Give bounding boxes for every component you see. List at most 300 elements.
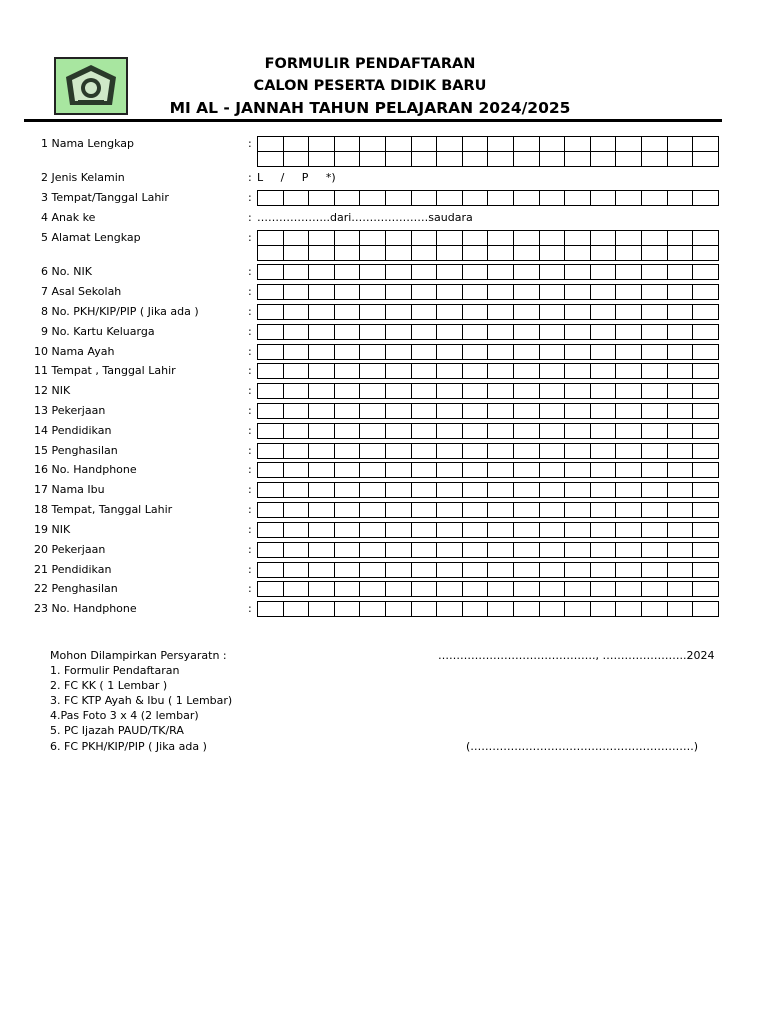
character-box[interactable] <box>258 404 284 419</box>
character-box[interactable] <box>462 523 488 538</box>
character-box[interactable] <box>258 523 284 538</box>
character-box[interactable] <box>513 364 539 379</box>
character-box[interactable] <box>258 364 284 379</box>
character-box[interactable] <box>539 231 565 246</box>
character-box[interactable] <box>309 523 335 538</box>
character-box[interactable] <box>411 152 437 167</box>
character-box[interactable] <box>488 137 514 152</box>
character-box[interactable] <box>616 444 642 459</box>
character-box[interactable] <box>283 563 309 578</box>
character-box[interactable] <box>334 345 360 360</box>
field-inline-value[interactable]: L / P *) <box>257 171 336 184</box>
character-box[interactable] <box>309 384 335 399</box>
character-box[interactable] <box>462 305 488 320</box>
character-box[interactable] <box>283 231 309 246</box>
character-box[interactable] <box>667 191 693 206</box>
character-box[interactable] <box>258 384 284 399</box>
character-box-grid[interactable] <box>257 284 719 300</box>
character-box[interactable] <box>334 137 360 152</box>
character-box[interactable] <box>488 503 514 518</box>
character-box[interactable] <box>513 404 539 419</box>
character-box[interactable] <box>667 444 693 459</box>
character-box[interactable] <box>385 424 411 439</box>
character-box[interactable] <box>539 483 565 498</box>
character-box[interactable] <box>462 246 488 261</box>
character-box[interactable] <box>462 424 488 439</box>
character-box[interactable] <box>385 137 411 152</box>
character-box[interactable] <box>488 523 514 538</box>
character-box[interactable] <box>539 364 565 379</box>
character-box[interactable] <box>667 483 693 498</box>
character-box[interactable] <box>385 523 411 538</box>
character-box[interactable] <box>590 503 616 518</box>
character-box[interactable] <box>360 285 386 300</box>
character-box[interactable] <box>590 364 616 379</box>
character-box[interactable] <box>641 444 667 459</box>
character-box[interactable] <box>539 424 565 439</box>
character-box[interactable] <box>360 364 386 379</box>
character-box[interactable] <box>462 231 488 246</box>
character-box[interactable] <box>513 231 539 246</box>
character-box[interactable] <box>385 543 411 558</box>
character-box[interactable] <box>309 246 335 261</box>
character-box[interactable] <box>513 483 539 498</box>
character-box[interactable] <box>283 305 309 320</box>
character-box[interactable] <box>334 285 360 300</box>
character-box[interactable] <box>513 503 539 518</box>
character-box[interactable] <box>539 345 565 360</box>
character-box[interactable] <box>309 285 335 300</box>
character-box[interactable] <box>539 325 565 340</box>
character-box[interactable] <box>693 523 719 538</box>
character-box[interactable] <box>616 483 642 498</box>
character-box[interactable] <box>360 503 386 518</box>
character-box[interactable] <box>565 424 591 439</box>
character-box[interactable] <box>411 246 437 261</box>
character-box[interactable] <box>334 563 360 578</box>
character-box[interactable] <box>360 152 386 167</box>
character-box[interactable] <box>693 424 719 439</box>
character-box[interactable] <box>437 305 463 320</box>
character-box[interactable] <box>309 424 335 439</box>
character-box[interactable] <box>258 265 284 280</box>
character-box[interactable] <box>283 364 309 379</box>
character-box[interactable] <box>616 285 642 300</box>
character-box[interactable] <box>385 404 411 419</box>
character-box-grid[interactable] <box>257 522 719 538</box>
character-box[interactable] <box>488 191 514 206</box>
character-box[interactable] <box>565 404 591 419</box>
character-box[interactable] <box>258 137 284 152</box>
character-box[interactable] <box>667 404 693 419</box>
character-box[interactable] <box>488 463 514 478</box>
character-box[interactable] <box>667 325 693 340</box>
character-box[interactable] <box>385 582 411 597</box>
character-box[interactable] <box>385 285 411 300</box>
character-box[interactable] <box>488 404 514 419</box>
character-box[interactable] <box>641 384 667 399</box>
character-box[interactable] <box>513 563 539 578</box>
character-box-grid[interactable] <box>257 403 719 419</box>
character-box[interactable] <box>258 424 284 439</box>
character-box[interactable] <box>462 444 488 459</box>
character-box[interactable] <box>309 152 335 167</box>
character-box[interactable] <box>462 582 488 597</box>
character-box[interactable] <box>360 325 386 340</box>
character-box[interactable] <box>411 191 437 206</box>
character-box[interactable] <box>693 463 719 478</box>
character-box[interactable] <box>437 582 463 597</box>
character-box[interactable] <box>360 444 386 459</box>
character-box[interactable] <box>385 384 411 399</box>
character-box[interactable] <box>641 523 667 538</box>
character-box[interactable] <box>385 444 411 459</box>
character-box[interactable] <box>565 463 591 478</box>
character-box-grid[interactable] <box>257 230 719 261</box>
character-box[interactable] <box>411 285 437 300</box>
character-box[interactable] <box>411 483 437 498</box>
character-box[interactable] <box>590 582 616 597</box>
character-box[interactable] <box>513 191 539 206</box>
character-box[interactable] <box>539 602 565 617</box>
character-box[interactable] <box>411 305 437 320</box>
character-box[interactable] <box>616 231 642 246</box>
character-box[interactable] <box>411 523 437 538</box>
character-box[interactable] <box>334 246 360 261</box>
character-box[interactable] <box>565 602 591 617</box>
character-box[interactable] <box>360 345 386 360</box>
character-box[interactable] <box>513 582 539 597</box>
character-box[interactable] <box>411 231 437 246</box>
character-box[interactable] <box>539 523 565 538</box>
character-box[interactable] <box>616 246 642 261</box>
character-box[interactable] <box>641 305 667 320</box>
character-box[interactable] <box>513 305 539 320</box>
character-box[interactable] <box>539 285 565 300</box>
character-box[interactable] <box>539 404 565 419</box>
character-box[interactable] <box>411 444 437 459</box>
character-box[interactable] <box>462 503 488 518</box>
character-box[interactable] <box>334 384 360 399</box>
character-box[interactable] <box>437 246 463 261</box>
character-box[interactable] <box>616 345 642 360</box>
character-box[interactable] <box>309 305 335 320</box>
character-box[interactable] <box>693 563 719 578</box>
character-box[interactable] <box>462 265 488 280</box>
character-box[interactable] <box>385 364 411 379</box>
character-box[interactable] <box>309 503 335 518</box>
character-box[interactable] <box>258 543 284 558</box>
character-box[interactable] <box>488 265 514 280</box>
character-box[interactable] <box>590 384 616 399</box>
character-box[interactable] <box>283 404 309 419</box>
character-box[interactable] <box>334 231 360 246</box>
character-box[interactable] <box>488 285 514 300</box>
character-box[interactable] <box>283 285 309 300</box>
character-box[interactable] <box>590 191 616 206</box>
character-box[interactable] <box>565 246 591 261</box>
character-box[interactable] <box>283 137 309 152</box>
character-box[interactable] <box>360 246 386 261</box>
character-box[interactable] <box>283 463 309 478</box>
character-box-grid[interactable] <box>257 344 719 360</box>
character-box[interactable] <box>283 345 309 360</box>
character-box[interactable] <box>616 364 642 379</box>
character-box[interactable] <box>258 305 284 320</box>
character-box[interactable] <box>565 483 591 498</box>
character-box[interactable] <box>258 325 284 340</box>
character-box[interactable] <box>667 543 693 558</box>
character-box-grid[interactable] <box>257 136 719 167</box>
character-box[interactable] <box>667 345 693 360</box>
character-box[interactable] <box>513 265 539 280</box>
character-box-grid[interactable] <box>257 502 719 518</box>
character-box[interactable] <box>437 483 463 498</box>
character-box[interactable] <box>309 463 335 478</box>
character-box[interactable] <box>693 384 719 399</box>
character-box-grid[interactable] <box>257 383 719 399</box>
character-box-grid[interactable] <box>257 581 719 597</box>
character-box[interactable] <box>641 503 667 518</box>
character-box[interactable] <box>462 563 488 578</box>
character-box[interactable] <box>565 265 591 280</box>
character-box[interactable] <box>258 285 284 300</box>
character-box[interactable] <box>565 231 591 246</box>
character-box[interactable] <box>641 543 667 558</box>
character-box[interactable] <box>309 231 335 246</box>
character-box[interactable] <box>437 364 463 379</box>
character-box[interactable] <box>565 325 591 340</box>
character-box[interactable] <box>513 424 539 439</box>
character-box[interactable] <box>641 325 667 340</box>
character-box[interactable] <box>309 483 335 498</box>
character-box[interactable] <box>385 246 411 261</box>
character-box[interactable] <box>360 191 386 206</box>
character-box[interactable] <box>360 424 386 439</box>
character-box[interactable] <box>385 191 411 206</box>
character-box[interactable] <box>590 345 616 360</box>
character-box[interactable] <box>437 137 463 152</box>
character-box[interactable] <box>590 152 616 167</box>
character-box-grid[interactable] <box>257 324 719 340</box>
character-box[interactable] <box>258 191 284 206</box>
character-box[interactable] <box>385 325 411 340</box>
character-box[interactable] <box>667 265 693 280</box>
character-box[interactable] <box>360 137 386 152</box>
character-box[interactable] <box>334 152 360 167</box>
character-box[interactable] <box>590 231 616 246</box>
character-box[interactable] <box>641 152 667 167</box>
character-box[interactable] <box>488 231 514 246</box>
character-box[interactable] <box>437 152 463 167</box>
character-box[interactable] <box>462 463 488 478</box>
character-box[interactable] <box>334 325 360 340</box>
character-box[interactable] <box>513 444 539 459</box>
character-box[interactable] <box>309 602 335 617</box>
character-box[interactable] <box>693 285 719 300</box>
character-box[interactable] <box>616 523 642 538</box>
character-box[interactable] <box>385 265 411 280</box>
character-box[interactable] <box>641 246 667 261</box>
character-box[interactable] <box>437 404 463 419</box>
character-box[interactable] <box>590 424 616 439</box>
character-box[interactable] <box>641 602 667 617</box>
character-box[interactable] <box>513 463 539 478</box>
character-box[interactable] <box>309 345 335 360</box>
character-box[interactable] <box>539 563 565 578</box>
character-box[interactable] <box>539 384 565 399</box>
field-inline-value[interactable]: ………………..dari…………………saudara <box>257 211 473 224</box>
character-box[interactable] <box>616 325 642 340</box>
character-box[interactable] <box>539 191 565 206</box>
character-box[interactable] <box>334 503 360 518</box>
character-box[interactable] <box>565 503 591 518</box>
character-box[interactable] <box>334 463 360 478</box>
character-box[interactable] <box>667 563 693 578</box>
character-box[interactable] <box>667 285 693 300</box>
character-box[interactable] <box>565 444 591 459</box>
character-box[interactable] <box>488 563 514 578</box>
character-box[interactable] <box>565 152 591 167</box>
character-box[interactable] <box>283 582 309 597</box>
character-box[interactable] <box>590 602 616 617</box>
character-box[interactable] <box>667 152 693 167</box>
character-box[interactable] <box>641 345 667 360</box>
character-box[interactable] <box>641 285 667 300</box>
character-box[interactable] <box>513 152 539 167</box>
character-box[interactable] <box>616 602 642 617</box>
character-box[interactable] <box>385 503 411 518</box>
character-box[interactable] <box>462 191 488 206</box>
character-box[interactable] <box>667 305 693 320</box>
character-box[interactable] <box>539 503 565 518</box>
character-box[interactable] <box>590 483 616 498</box>
character-box[interactable] <box>437 503 463 518</box>
character-box[interactable] <box>360 523 386 538</box>
character-box[interactable] <box>616 152 642 167</box>
character-box[interactable] <box>565 305 591 320</box>
character-box[interactable] <box>693 503 719 518</box>
character-box[interactable] <box>411 404 437 419</box>
character-box[interactable] <box>565 543 591 558</box>
character-box[interactable] <box>488 246 514 261</box>
character-box[interactable] <box>693 483 719 498</box>
character-box[interactable] <box>385 602 411 617</box>
character-box[interactable] <box>437 444 463 459</box>
character-box[interactable] <box>565 384 591 399</box>
character-box[interactable] <box>283 325 309 340</box>
character-box[interactable] <box>258 246 284 261</box>
character-box[interactable] <box>488 543 514 558</box>
character-box[interactable] <box>334 523 360 538</box>
character-box[interactable] <box>411 364 437 379</box>
character-box[interactable] <box>411 345 437 360</box>
character-box[interactable] <box>258 582 284 597</box>
character-box[interactable] <box>334 483 360 498</box>
character-box[interactable] <box>309 582 335 597</box>
character-box[interactable] <box>411 602 437 617</box>
character-box[interactable] <box>565 582 591 597</box>
character-box-grid[interactable] <box>257 304 719 320</box>
character-box[interactable] <box>641 463 667 478</box>
character-box[interactable] <box>667 424 693 439</box>
character-box[interactable] <box>488 424 514 439</box>
character-box[interactable] <box>258 152 284 167</box>
character-box[interactable] <box>590 563 616 578</box>
character-box[interactable] <box>488 305 514 320</box>
character-box[interactable] <box>539 265 565 280</box>
character-box[interactable] <box>616 582 642 597</box>
character-box[interactable] <box>565 523 591 538</box>
character-box[interactable] <box>258 503 284 518</box>
character-box[interactable] <box>513 137 539 152</box>
character-box[interactable] <box>667 137 693 152</box>
character-box[interactable] <box>411 384 437 399</box>
character-box[interactable] <box>667 582 693 597</box>
character-box[interactable] <box>283 384 309 399</box>
character-box[interactable] <box>437 523 463 538</box>
character-box-grid[interactable] <box>257 190 719 206</box>
character-box[interactable] <box>488 345 514 360</box>
character-box[interactable] <box>693 404 719 419</box>
character-box[interactable] <box>462 602 488 617</box>
character-box[interactable] <box>411 137 437 152</box>
character-box[interactable] <box>641 231 667 246</box>
character-box[interactable] <box>462 543 488 558</box>
character-box[interactable] <box>539 246 565 261</box>
character-box[interactable] <box>360 483 386 498</box>
character-box[interactable] <box>437 191 463 206</box>
character-box[interactable] <box>641 191 667 206</box>
character-box[interactable] <box>462 285 488 300</box>
character-box[interactable] <box>539 543 565 558</box>
character-box[interactable] <box>385 463 411 478</box>
character-box[interactable] <box>437 265 463 280</box>
character-box[interactable] <box>565 364 591 379</box>
character-box[interactable] <box>513 246 539 261</box>
character-box[interactable] <box>539 463 565 478</box>
character-box[interactable] <box>539 582 565 597</box>
character-box[interactable] <box>513 285 539 300</box>
character-box[interactable] <box>360 305 386 320</box>
character-box[interactable] <box>667 246 693 261</box>
character-box[interactable] <box>539 137 565 152</box>
character-box[interactable] <box>565 191 591 206</box>
character-box[interactable] <box>411 563 437 578</box>
character-box[interactable] <box>437 285 463 300</box>
character-box[interactable] <box>462 345 488 360</box>
character-box[interactable] <box>309 543 335 558</box>
character-box[interactable] <box>590 265 616 280</box>
character-box[interactable] <box>693 265 719 280</box>
character-box[interactable] <box>667 463 693 478</box>
character-box[interactable] <box>360 602 386 617</box>
character-box[interactable] <box>437 602 463 617</box>
character-box[interactable] <box>334 543 360 558</box>
character-box[interactable] <box>437 384 463 399</box>
character-box[interactable] <box>258 483 284 498</box>
character-box[interactable] <box>513 345 539 360</box>
character-box[interactable] <box>283 602 309 617</box>
character-box[interactable] <box>565 345 591 360</box>
character-box[interactable] <box>283 483 309 498</box>
character-box[interactable] <box>693 305 719 320</box>
character-box[interactable] <box>334 265 360 280</box>
character-box[interactable] <box>488 384 514 399</box>
character-box[interactable] <box>590 543 616 558</box>
character-box[interactable] <box>437 231 463 246</box>
character-box[interactable] <box>334 305 360 320</box>
